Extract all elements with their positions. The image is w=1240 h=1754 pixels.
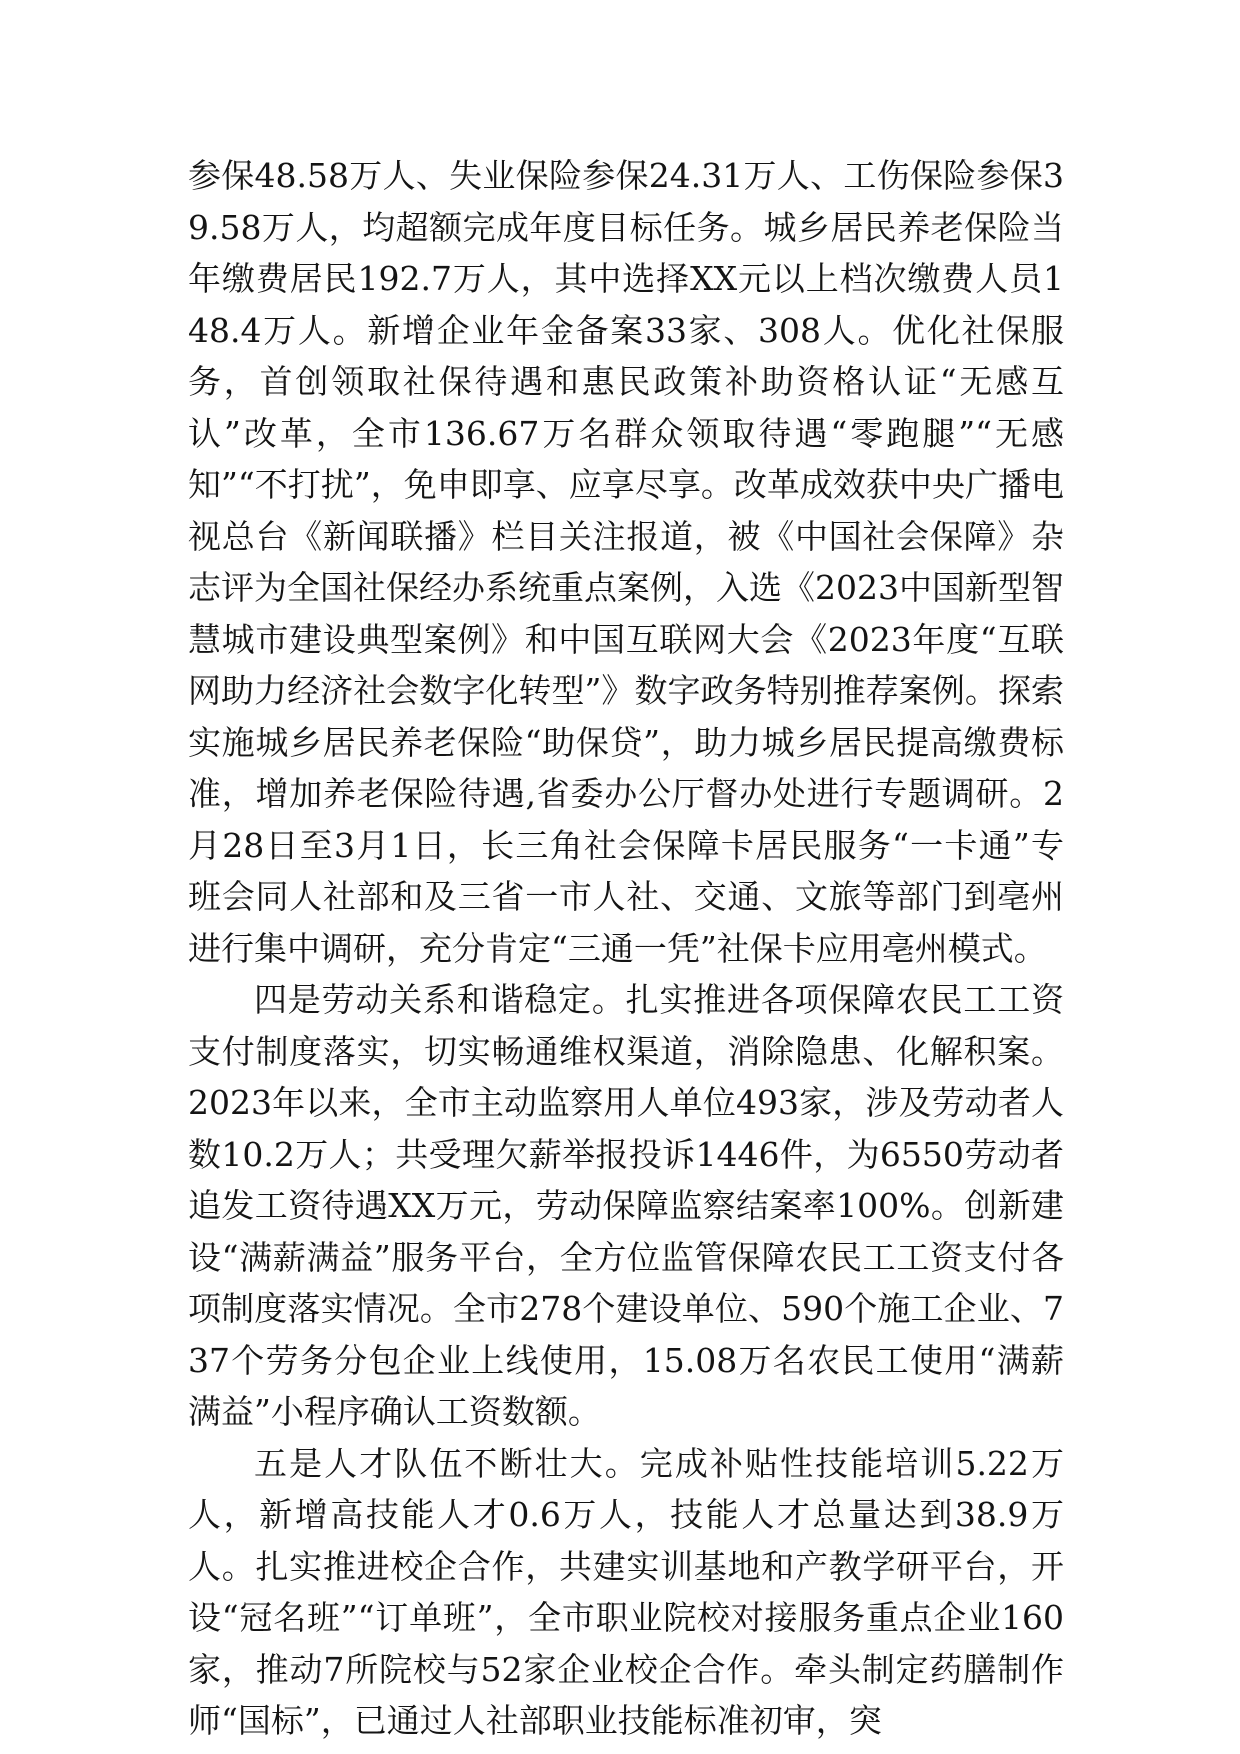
paragraph-social-insurance: 参保48.58万人、失业保险参保24.31万人、工伤保险参保39.58万人，均超额完成年度目标任务。城乡居民养老保险当年缴费居民192.7万人，其中选择XX元以上档次缴费人员148.4万人。新增企业年金备案33家、308人。优化社保服务，首创领取社保待遇和惠民政策补助资格认证“无感互认”改革，全市136.67万名群众领取待遇“零跑腿”“无感知”“不打扰”，免申即享、应享尽享。改革成效获中央广播电视总台《新闻联播》栏目关注报道，被《中国社会保障》杂志评为全国社保经办系统重点案例，入选《2023中国新型智慧城市建设典型案例》和中国互联网大会《2023年度“互联网助力经济社会数字化转型”》数字政务特别推荐案例。探索实施城乡居民养老保险“助保贷”，助力城乡居民提高缴费标准，增加养老保险待遇,省委办公厅督办处进行专题调研。2月28日至3月1日，长三角社会保障卡居民服务“一卡通”专班会同人社部和及三省一市人社、交通、文旅等部门到亳州进行集中调研，充分肯定“三通一凭”社保卡应用亳州模式。 [188,156,1064,968]
paragraph-labor-relations: 四是劳动关系和谐稳定。扎实推进各项保障农民工工资支付制度落实，切实畅通维权渠道，消除隐患、化解积案。2023年以来，全市主动监察用人单位493家，涉及劳动者人数10.2万人；共受理欠薪举报投诉1446件，为6550劳动者追发工资待遇XX万元，劳动保障监察结案率100%。创新建设“满薪满益”服务平台，全方位监管保障农民工工资支付各项制度落实情况。全市278个建设单位、590个施工企业、737个劳务分包企业上线使用，15.08万名农民工使用“满薪满益”小程序确认工资数额。 [188,980,1064,1431]
paragraph-talent-team: 五是人才队伍不断壮大。完成补贴性技能培训5.22万人，新增高技能人才0.6万人，技能人才总量达到38.9万人。扎实推进校企合作，共建实训基地和产教学研平台，开设“冠名班”“订单班”，全市职业院校对接服务重点企业160家，推动7所院校与52家企业校企合作。牵头制定药膳制作师“国标”，已通过人社部职业技能标准初审，突 [188,1443,1064,1740]
document-body [188,150,1064,1747]
